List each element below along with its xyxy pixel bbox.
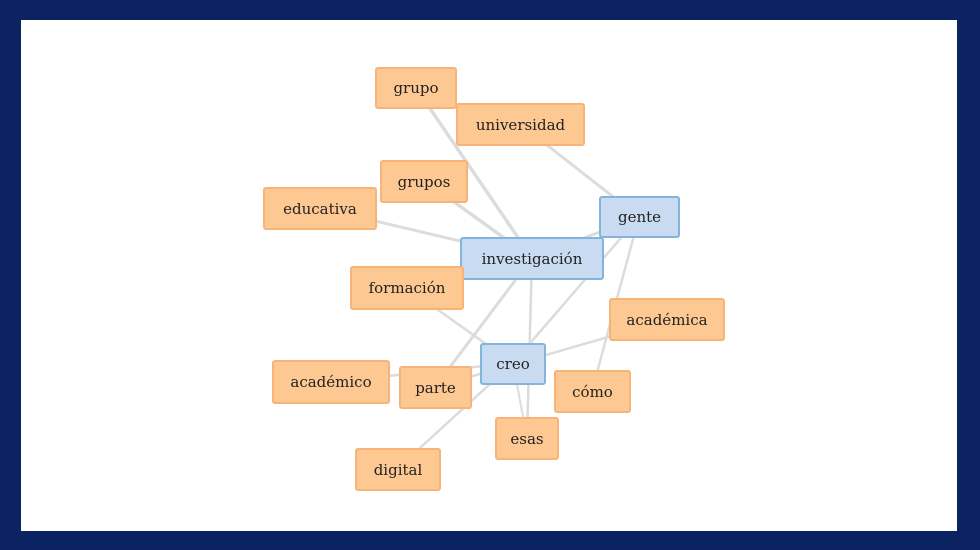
node-grupos[interactable]: grupos [380,160,468,203]
node-digital[interactable]: digital [355,448,441,491]
node-creo[interactable]: creo [480,343,546,385]
node-academico[interactable]: académico [272,360,390,404]
node-formacion[interactable]: formación [350,266,464,310]
node-academica[interactable]: académica [609,298,725,341]
node-gente[interactable]: gente [599,196,680,238]
node-grupo[interactable]: grupo [375,67,457,109]
node-parte[interactable]: parte [399,366,472,409]
node-educativa[interactable]: educativa [263,187,377,230]
node-investigacion[interactable]: investigación [460,237,604,280]
node-como[interactable]: cómo [554,370,631,413]
node-esas[interactable]: esas [495,417,559,460]
node-universidad[interactable]: universidad [456,103,585,146]
